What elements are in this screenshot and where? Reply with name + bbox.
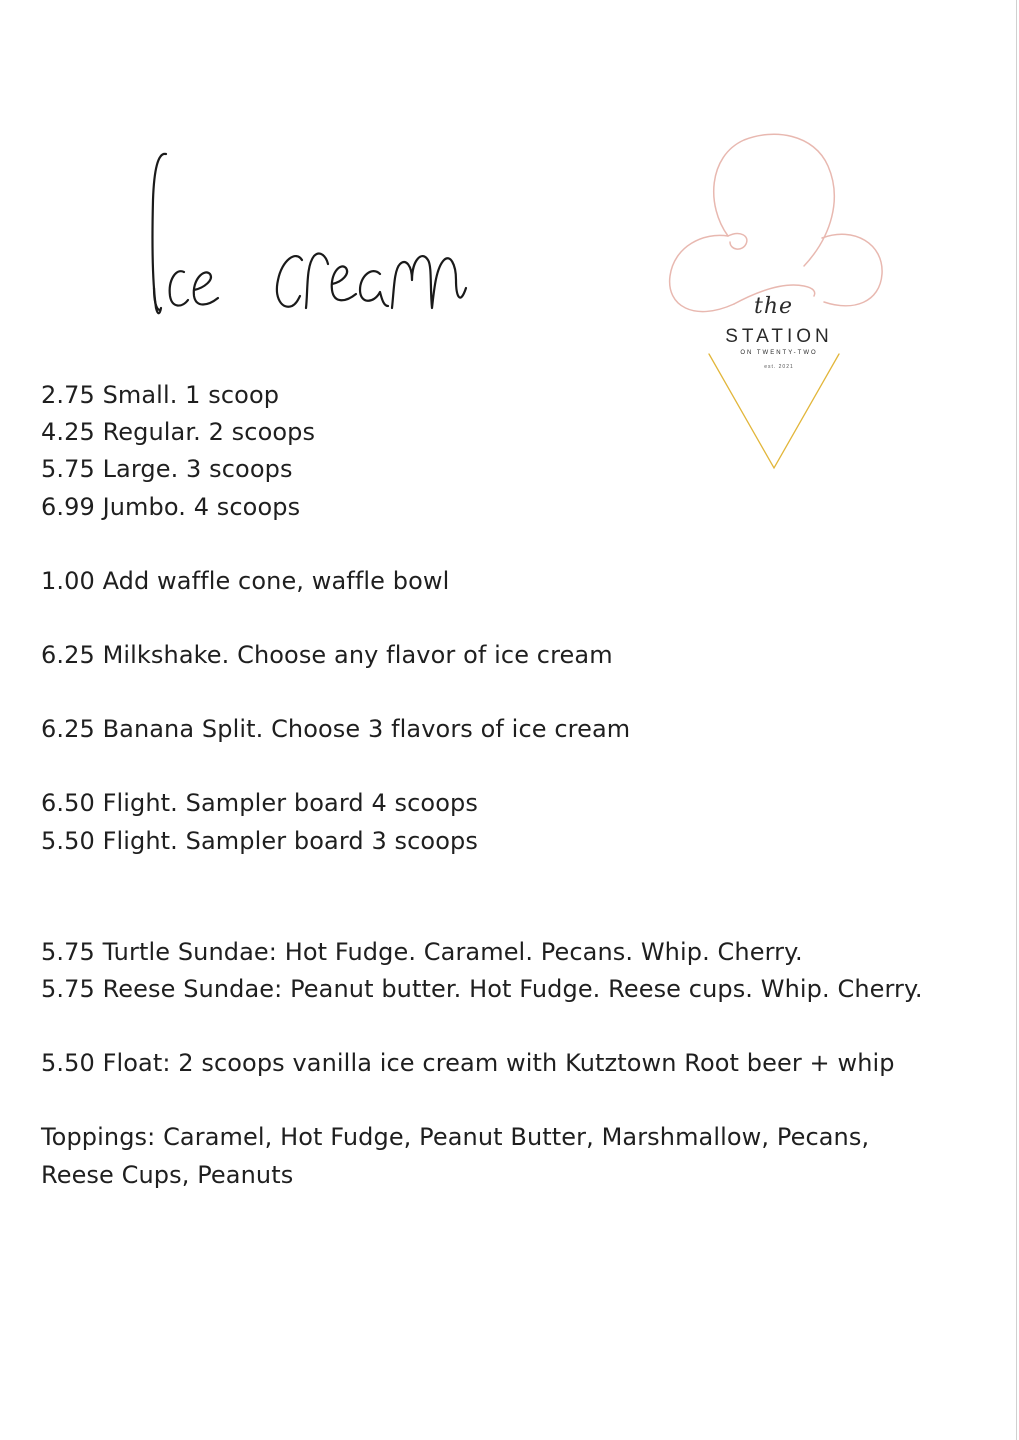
toppings-line-2: Reese Cups, Peanuts (41, 1160, 294, 1189)
price-milkshake: 6.25 Milkshake. Choose any flavor of ice cream (41, 641, 613, 670)
menu-title (130, 140, 510, 330)
logo-text-subtitle: ON TWENTY-TWO (740, 350, 818, 356)
toppings-line-1: Toppings: Caramel, Hot Fudge, Peanut Butter, Marshmallow, Pecans, (41, 1123, 870, 1152)
price-waffle-addon: 1.00 Add waffle cone, waffle bowl (41, 566, 450, 595)
price-flight-3: 5.50 Flight. Sampler board 3 scoops (41, 826, 478, 855)
price-flight-4: 6.50 Flight. Sampler board 4 scoops (41, 789, 478, 818)
price-reese-sundae: 5.75 Reese Sundae: Peanut butter. Hot Fudge. Reese cups. Whip. Cherry. (41, 975, 923, 1004)
price-turtle-sundae: 5.75 Turtle Sundae: Hot Fudge. Caramel. Pecans. Whip. Cherry. (41, 937, 803, 966)
menu-list (41, 377, 1001, 1194)
menu-title-handwriting (130, 140, 510, 330)
logo-text-est: est. 2021 (764, 364, 794, 370)
page-edge-rule (1016, 0, 1017, 1440)
price-jumbo: 6.99 Jumbo. 4 scoops (41, 492, 301, 521)
price-regular: 4.25 Regular. 2 scoops (41, 418, 316, 447)
price-large: 5.75 Large. 3 scoops (41, 455, 293, 484)
price-float: 5.50 Float: 2 scoops vanilla ice cream with Kutztown Root beer + whip (41, 1049, 895, 1078)
logo-text-station: STATION (725, 326, 833, 347)
price-banana-split: 6.25 Banana Split. Choose 3 flavors of ice cream (41, 715, 631, 744)
price-small: 2.75 Small. 1 scoop (41, 381, 280, 409)
logo-text-the: the (754, 294, 794, 319)
